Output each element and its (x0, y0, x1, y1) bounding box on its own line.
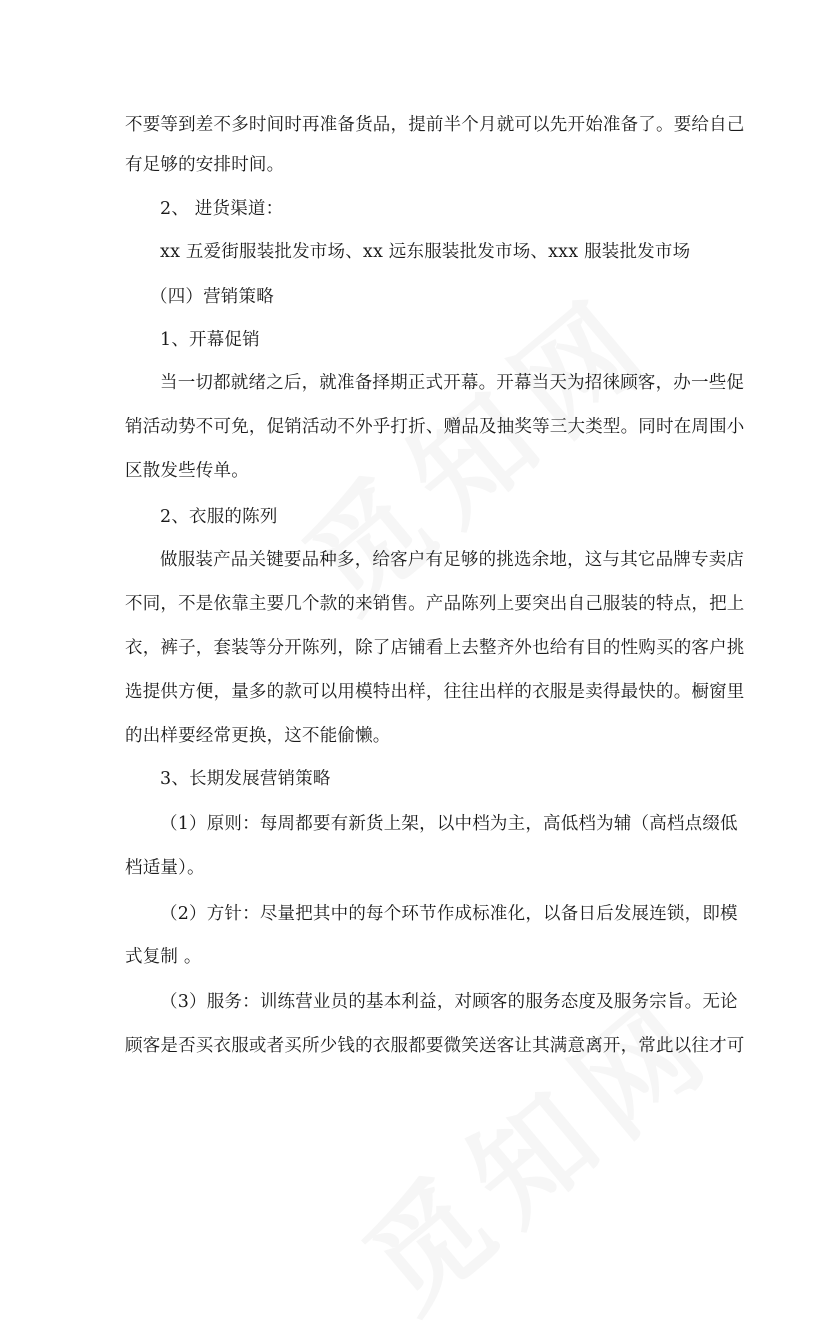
section-heading: 2、 进货渠道： (160, 199, 284, 219)
paragraph-line: 不同，不是依靠主要几个款的来销售。产品陈列上要突出自己服装的特点，把上 (125, 594, 745, 614)
paragraph-line: 档适量）。 (125, 858, 205, 878)
paragraph-line: （1）原则：每周都要有新货上架，以中档为主，高低档为辅（高档点缀低 (160, 814, 738, 834)
section-heading: （四）营销策略 (150, 287, 274, 307)
paragraph-line: 做服装产品关键要品种多，给客户有足够的挑选余地，这与其它品牌专卖店 (160, 550, 745, 570)
paragraph-line: （3）服务：训练营业员的基本利益，对顾客的服务态度及服务宗旨。无论 (160, 992, 738, 1012)
paragraph-line: 顾客是否买衣服或者买所少钱的衣服都要微笑送客让其满意离开，常此以往才可 (125, 1036, 745, 1056)
subsection-heading: 2、衣服的陈列 (160, 507, 278, 527)
paragraph-line: 衣，裤子，套装等分开陈列，除了店铺看上去整齐外也给有目的性购买的客户挑 (125, 638, 745, 658)
watermark (263, 249, 685, 641)
paragraph-line: 区散发些传单。 (125, 461, 249, 481)
paragraph-line: 有足够的安排时间。 (125, 155, 285, 175)
paragraph-line: 不要等到差不多时间时再准备货品，提前半个月就可以先开始准备了。要给自己 (125, 115, 745, 135)
paragraph-line: 式复制 。 (125, 947, 202, 967)
paragraph-line: （2）方针：尽量把其中的每个环节作成标准化，以备日后发展连锁，即模 (160, 904, 738, 924)
subsection-heading: 1、开幕促销 (160, 330, 260, 350)
paragraph-line: 选提供方便，量多的款可以用模特出样，往往出样的衣服是卖得最快的。橱窗里 (125, 682, 745, 702)
paragraph-line: 当一切都就绪之后，就准备择期正式开幕。开幕当天为招徕顾客，办一些促 (160, 373, 745, 393)
paragraph-line: 的出样要经常更换，这不能偷懒。 (125, 726, 391, 746)
paragraph-line: xx 五爱街服装批发市场、xx 远东服装批发市场、xxx 服装批发市场 (160, 242, 691, 262)
subsection-heading: 3、长期发展营销策略 (160, 769, 331, 789)
paragraph-line: 销活动势不可免，促销活动不外乎打折、赠品及抽奖等三大类型。同时在周围小 (125, 417, 745, 437)
